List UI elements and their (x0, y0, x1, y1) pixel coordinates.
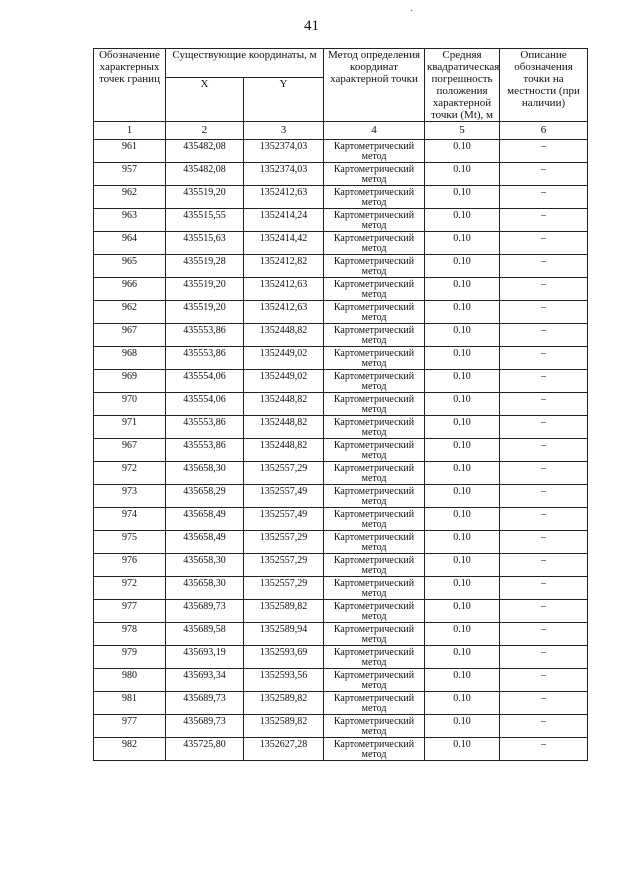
description-cell: – (500, 370, 588, 393)
method-cell: Картометрический метод (324, 370, 425, 393)
point-number-cell: 967 (94, 439, 166, 462)
point-number-cell: 977 (94, 715, 166, 738)
description-cell: – (500, 554, 588, 577)
description-cell: – (500, 324, 588, 347)
description-cell: – (500, 140, 588, 163)
table-row (94, 462, 588, 485)
method-cell: Картометрический метод (324, 301, 425, 324)
coord-y-cell: 1352557,49 (244, 508, 324, 531)
coordinates-table (93, 48, 588, 761)
mean-error-cell: 0.10 (425, 186, 500, 209)
coord-y-cell: 1352412,82 (244, 255, 324, 278)
description-cell: – (500, 508, 588, 531)
point-number-cell: 974 (94, 508, 166, 531)
table-row (94, 324, 588, 347)
method-cell: Картометрический метод (324, 416, 425, 439)
coord-y-cell: 1352589,82 (244, 600, 324, 623)
method-cell: Картометрический метод (324, 347, 425, 370)
method-cell: Картометрический метод (324, 163, 425, 186)
point-number-cell: 972 (94, 577, 166, 600)
coord-x-cell: 435553,86 (166, 347, 244, 370)
method-cell: Картометрический метод (324, 324, 425, 347)
table-row (94, 416, 588, 439)
point-number-cell: 968 (94, 347, 166, 370)
description-cell: – (500, 600, 588, 623)
coord-x-cell: 435554,06 (166, 370, 244, 393)
method-cell: Картометрический метод (324, 554, 425, 577)
method-cell: Картометрический метод (324, 439, 425, 462)
mean-error-cell: 0.10 (425, 531, 500, 554)
mean-error-cell: 0.10 (425, 623, 500, 646)
coord-y-cell: 1352374,03 (244, 163, 324, 186)
column-number: 4 (324, 122, 425, 140)
point-number-cell: 964 (94, 232, 166, 255)
coord-y-cell: 1352557,29 (244, 531, 324, 554)
coord-y-cell: 1352414,42 (244, 232, 324, 255)
table-row (94, 646, 588, 669)
coord-x-cell: 435519,20 (166, 278, 244, 301)
coord-y-cell: 1352448,82 (244, 439, 324, 462)
mean-error-cell: 0.10 (425, 692, 500, 715)
coord-x-cell: 435482,08 (166, 140, 244, 163)
mean-error-cell: 0.10 (425, 416, 500, 439)
mean-error-cell: 0.10 (425, 324, 500, 347)
mean-error-cell: 0.10 (425, 669, 500, 692)
coord-x-cell: 435693,34 (166, 669, 244, 692)
description-cell: – (500, 393, 588, 416)
point-number-cell: 980 (94, 669, 166, 692)
point-number-cell: 967 (94, 324, 166, 347)
table-row (94, 623, 588, 646)
mean-error-cell: 0.10 (425, 462, 500, 485)
point-number-cell: 979 (94, 646, 166, 669)
coord-y-cell: 1352412,63 (244, 301, 324, 324)
method-cell: Картометрический метод (324, 186, 425, 209)
column-number: 6 (500, 122, 588, 140)
mean-error-cell: 0.10 (425, 232, 500, 255)
coord-x-cell: 435689,73 (166, 692, 244, 715)
coord-x-cell: 435519,20 (166, 186, 244, 209)
header-x: X (166, 78, 244, 122)
mean-error-cell: 0.10 (425, 163, 500, 186)
table-row (94, 370, 588, 393)
page-number: 41 (304, 18, 319, 34)
coord-x-cell: 435553,86 (166, 416, 244, 439)
mean-error-cell: 0.10 (425, 715, 500, 738)
description-cell: – (500, 715, 588, 738)
method-cell: Картометрический метод (324, 600, 425, 623)
table-row (94, 531, 588, 554)
description-cell: – (500, 577, 588, 600)
point-number-cell: 963 (94, 209, 166, 232)
coord-y-cell: 1352627,28 (244, 738, 324, 761)
point-number-cell: 965 (94, 255, 166, 278)
column-number: 3 (244, 122, 324, 140)
table-row (94, 232, 588, 255)
table-row (94, 485, 588, 508)
description-cell: – (500, 301, 588, 324)
method-cell: Картометрический метод (324, 140, 425, 163)
method-cell: Картометрический метод (324, 738, 425, 761)
description-cell: – (500, 692, 588, 715)
coord-y-cell: 1352449,02 (244, 347, 324, 370)
description-cell: – (500, 646, 588, 669)
mean-error-cell: 0.10 (425, 554, 500, 577)
description-cell: – (500, 278, 588, 301)
table-row (94, 186, 588, 209)
point-number-cell: 973 (94, 485, 166, 508)
description-cell: – (500, 416, 588, 439)
description-cell: – (500, 531, 588, 554)
point-number-cell: 972 (94, 462, 166, 485)
table-row (94, 669, 588, 692)
table-row (94, 715, 588, 738)
table-row (94, 278, 588, 301)
coord-x-cell: 435689,73 (166, 715, 244, 738)
coord-y-cell: 1352557,49 (244, 485, 324, 508)
coord-y-cell: 1352557,29 (244, 462, 324, 485)
mean-error-cell: 0.10 (425, 255, 500, 278)
method-cell: Картометрический метод (324, 278, 425, 301)
method-cell: Картометрический метод (324, 232, 425, 255)
description-cell: – (500, 163, 588, 186)
coord-y-cell: 1352557,29 (244, 577, 324, 600)
mean-error-cell: 0.10 (425, 738, 500, 761)
coord-x-cell: 435725,80 (166, 738, 244, 761)
mean-error-cell: 0.10 (425, 140, 500, 163)
point-number-cell: 976 (94, 554, 166, 577)
table-row (94, 163, 588, 186)
description-cell: – (500, 485, 588, 508)
header-method: Метод определения координат характерной точки (324, 49, 425, 122)
point-number-cell: 982 (94, 738, 166, 761)
description-cell: – (500, 623, 588, 646)
coord-y-cell: 1352412,63 (244, 278, 324, 301)
method-cell: Картометрический метод (324, 577, 425, 600)
description-cell: – (500, 462, 588, 485)
header-existing-coordinates: Существующие координаты, м (166, 49, 324, 78)
table-row (94, 554, 588, 577)
method-cell: Картометрический метод (324, 393, 425, 416)
mean-error-cell: 0.10 (425, 646, 500, 669)
method-cell: Картометрический метод (324, 669, 425, 692)
table-row (94, 738, 588, 761)
coord-y-cell: 1352593,69 (244, 646, 324, 669)
scan-mark: · (410, 6, 414, 17)
header-mean-error: Средняя квадратическая погрешность положения характерной точки (Mt), м (425, 49, 500, 122)
point-number-cell: 970 (94, 393, 166, 416)
description-cell: – (500, 186, 588, 209)
coord-y-cell: 1352589,94 (244, 623, 324, 646)
point-number-cell: 977 (94, 600, 166, 623)
point-number-cell: 981 (94, 692, 166, 715)
point-number-cell: 978 (94, 623, 166, 646)
table-row (94, 301, 588, 324)
point-number-cell: 971 (94, 416, 166, 439)
description-cell: – (500, 669, 588, 692)
coord-y-cell: 1352589,82 (244, 715, 324, 738)
coord-x-cell: 435553,86 (166, 324, 244, 347)
point-number-cell: 966 (94, 278, 166, 301)
method-cell: Картометрический метод (324, 462, 425, 485)
coord-x-cell: 435515,55 (166, 209, 244, 232)
coord-y-cell: 1352557,29 (244, 554, 324, 577)
description-cell: – (500, 209, 588, 232)
description-cell: – (500, 255, 588, 278)
mean-error-cell: 0.10 (425, 370, 500, 393)
point-number-cell: 962 (94, 301, 166, 324)
point-number-cell: 962 (94, 186, 166, 209)
coord-x-cell: 435658,49 (166, 531, 244, 554)
method-cell: Картометрический метод (324, 508, 425, 531)
table-row (94, 692, 588, 715)
table-row (94, 577, 588, 600)
column-number: 1 (94, 122, 166, 140)
coord-x-cell: 435515,63 (166, 232, 244, 255)
point-number-cell: 957 (94, 163, 166, 186)
header-point-designation: Обозначение характерных точек границ (94, 49, 166, 122)
description-cell: – (500, 347, 588, 370)
method-cell: Картометрический метод (324, 531, 425, 554)
coord-x-cell: 435519,20 (166, 301, 244, 324)
method-cell: Картометрический метод (324, 209, 425, 232)
coord-x-cell: 435689,73 (166, 600, 244, 623)
method-cell: Картометрический метод (324, 255, 425, 278)
coord-x-cell: 435693,19 (166, 646, 244, 669)
mean-error-cell: 0.10 (425, 508, 500, 531)
table-row (94, 255, 588, 278)
coord-x-cell: 435689,58 (166, 623, 244, 646)
coord-y-cell: 1352448,82 (244, 324, 324, 347)
table-row (94, 600, 588, 623)
coord-y-cell: 1352448,82 (244, 393, 324, 416)
mean-error-cell: 0.10 (425, 278, 500, 301)
column-number: 2 (166, 122, 244, 140)
coord-y-cell: 1352414,24 (244, 209, 324, 232)
coord-x-cell: 435658,30 (166, 577, 244, 600)
table-row (94, 209, 588, 232)
coord-x-cell: 435554,06 (166, 393, 244, 416)
coord-x-cell: 435519,28 (166, 255, 244, 278)
coord-x-cell: 435658,49 (166, 508, 244, 531)
description-cell: – (500, 738, 588, 761)
coord-x-cell: 435553,86 (166, 439, 244, 462)
coord-y-cell: 1352412,63 (244, 186, 324, 209)
mean-error-cell: 0.10 (425, 485, 500, 508)
table-body (94, 140, 588, 761)
header-y: Y (244, 78, 324, 122)
mean-error-cell: 0.10 (425, 393, 500, 416)
point-number-cell: 961 (94, 140, 166, 163)
header-description: Описание обозначения точки на местности (при наличии) (500, 49, 588, 122)
mean-error-cell: 0.10 (425, 209, 500, 232)
coord-y-cell: 1352593,56 (244, 669, 324, 692)
description-cell: – (500, 232, 588, 255)
table-row (94, 393, 588, 416)
method-cell: Картометрический метод (324, 485, 425, 508)
coord-x-cell: 435482,08 (166, 163, 244, 186)
method-cell: Картометрический метод (324, 623, 425, 646)
point-number-cell: 969 (94, 370, 166, 393)
coord-x-cell: 435658,30 (166, 462, 244, 485)
mean-error-cell: 0.10 (425, 600, 500, 623)
method-cell: Картометрический метод (324, 646, 425, 669)
point-number-cell: 975 (94, 531, 166, 554)
table-row (94, 347, 588, 370)
coord-x-cell: 435658,29 (166, 485, 244, 508)
coord-y-cell: 1352589,82 (244, 692, 324, 715)
method-cell: Картометрический метод (324, 692, 425, 715)
coord-y-cell: 1352448,82 (244, 416, 324, 439)
coord-x-cell: 435658,30 (166, 554, 244, 577)
table-row (94, 508, 588, 531)
coord-y-cell: 1352374,03 (244, 140, 324, 163)
mean-error-cell: 0.10 (425, 577, 500, 600)
mean-error-cell: 0.10 (425, 301, 500, 324)
method-cell: Картометрический метод (324, 715, 425, 738)
table-row (94, 140, 588, 163)
table-row (94, 439, 588, 462)
coord-y-cell: 1352449,02 (244, 370, 324, 393)
description-cell: – (500, 439, 588, 462)
mean-error-cell: 0.10 (425, 439, 500, 462)
column-number: 5 (425, 122, 500, 140)
mean-error-cell: 0.10 (425, 347, 500, 370)
